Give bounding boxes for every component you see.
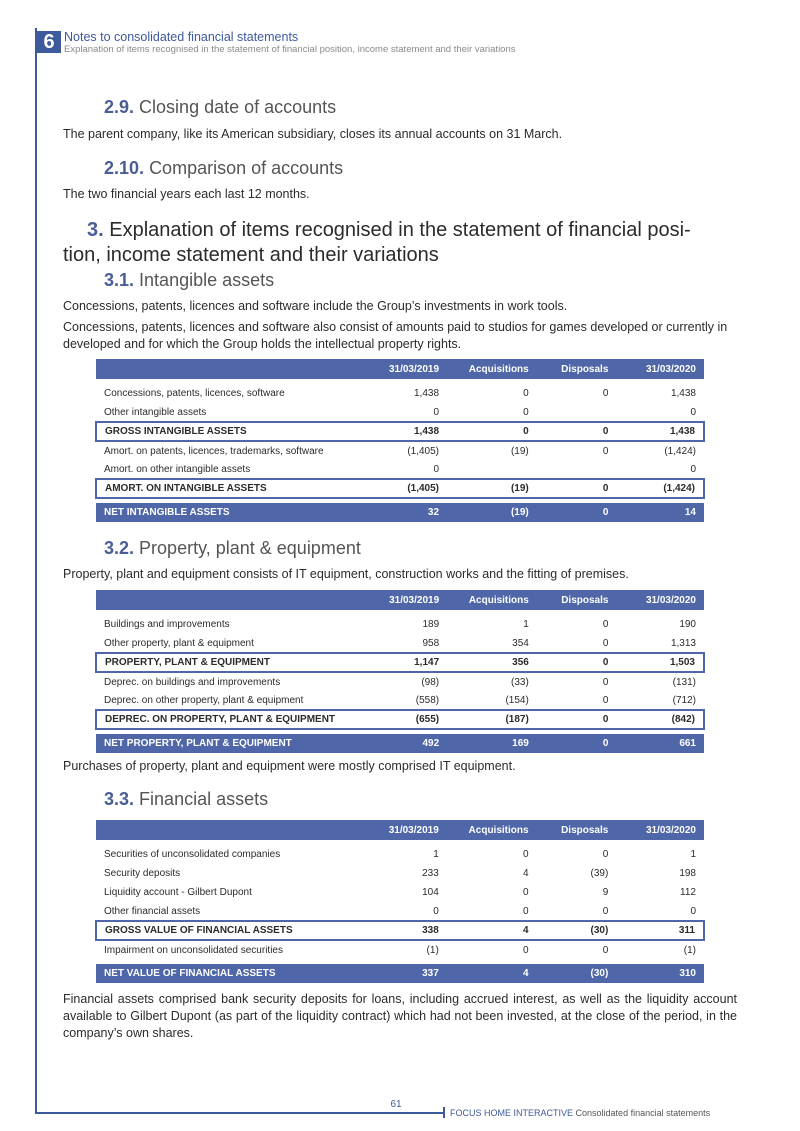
table-row: Amort. on patents, licences, trademarks, software (1,405) (19) 0 (1,424) bbox=[104, 445, 696, 457]
paragraph-closing-date: The parent company, like its American subsidiary, closes its annual accounts on 31 March. bbox=[63, 127, 563, 141]
chapter-number: 6 bbox=[37, 31, 61, 53]
header-title: Notes to consolidated financial statements bbox=[64, 30, 299, 44]
table-header-row: 31/03/2019 Acquisitions Disposals 31/03/2020 bbox=[96, 590, 704, 610]
paragraph-intangible-1: Concessions, patents, licences and software include the Group’s investments in work tools. bbox=[63, 299, 568, 313]
financial-assets-table bbox=[95, 820, 705, 983]
heading-2-10: 2.10. Comparison of accounts bbox=[104, 158, 344, 178]
intangible-assets-table bbox=[95, 359, 705, 522]
table-row: Securities of unconsolidated companies 1 0 0 1 bbox=[104, 849, 696, 860]
table-total-row: DEPREC. ON PROPERTY, PLANT & EQUIPMENT (655) (187) 0 (842) bbox=[96, 710, 704, 729]
footer-brand: FOCUS HOME INTERACTIVE bbox=[450, 1108, 574, 1118]
header-subtitle: Explanation of items recognised in the statement of financial position, income statement and their variations bbox=[64, 44, 516, 55]
table-row: Concessions, patents, licences, software 1,438 0 0 1,438 bbox=[104, 388, 696, 399]
table-row: Buildings and improvements 189 1 0 190 bbox=[104, 619, 696, 630]
table-row: Liquidity account - Gilbert Dupont 104 0 9 112 bbox=[104, 887, 696, 898]
paragraph-intangible-2: Concessions, patents, licences and software also consist of amounts paid to studios for games developed or currently in developed and for which the Group holds the intellectual property rights. bbox=[63, 320, 728, 351]
ppe-table bbox=[95, 590, 705, 753]
footer-rule-tick bbox=[443, 1107, 445, 1118]
heading-3-1: 3.1. Intangible assets bbox=[104, 270, 275, 290]
paragraph-ppe-2: Purchases of property, plant and equipment were mostly comprised IT equipment. bbox=[63, 759, 516, 773]
footer-text bbox=[450, 1108, 710, 1118]
footer-doc-title: Consolidated financial statements bbox=[575, 1108, 711, 1118]
heading-3-2: 3.2. Property, plant & equipment bbox=[104, 538, 361, 558]
paragraph-ppe-1: Property, plant and equipment consists of IT equipment, construction works and the fitting of premises. bbox=[63, 567, 629, 581]
table-total-row: AMORT. ON INTANGIBLE ASSETS (1,405) (19) 0 (1,424) bbox=[96, 479, 704, 498]
table-row: Other intangible assets 0 0 0 bbox=[104, 406, 696, 418]
table-row: Deprec. on buildings and improvements (98) (33) 0 (131) bbox=[104, 676, 696, 688]
table-row: Other property, plant & equipment 958 354 0 1,313 bbox=[104, 637, 696, 649]
table-row: Amort. on other intangible assets 0 0 bbox=[104, 463, 696, 475]
table-total-row: GROSS INTANGIBLE ASSETS 1,438 0 0 1,438 bbox=[96, 422, 704, 441]
footer-rule bbox=[35, 1112, 445, 1114]
table-net-row: NET PROPERTY, PLANT & EQUIPMENT 492 169 0 661 bbox=[96, 734, 704, 753]
left-margin-rule bbox=[35, 28, 37, 1114]
page-number: 61 bbox=[390, 1099, 402, 1110]
table-net-row: NET VALUE OF FINANCIAL ASSETS 337 4 (30) 310 bbox=[96, 964, 704, 983]
paragraph-comparison: The two financial years each last 12 months. bbox=[63, 187, 310, 201]
table-total-row: PROPERTY, PLANT & EQUIPMENT 1,147 356 0 1,503 bbox=[96, 653, 704, 672]
table-row: Other financial assets 0 0 0 0 bbox=[104, 905, 696, 917]
table-row: Impairment on unconsolidated securities (1) 0 0 (1) bbox=[104, 944, 696, 956]
heading-3-3: 3.3. Financial assets bbox=[104, 789, 269, 809]
heading-3: 3. Explanation of items recognised in the statement of financial posi- tion, income statement and their variations bbox=[63, 219, 691, 266]
table-total-row: GROSS VALUE OF FINANCIAL ASSETS 338 4 (30) 311 bbox=[96, 921, 704, 940]
table-row: Security deposits 233 4 (39) 198 bbox=[104, 868, 696, 879]
table-net-row: NET INTANGIBLE ASSETS 32 (19) 0 14 bbox=[96, 503, 704, 522]
table-header-row: 31/03/2019 Acquisitions Disposals 31/03/2020 bbox=[96, 820, 704, 840]
paragraph-financial-assets: Financial assets comprised bank security deposits for loans, including accrued interest, as well as the liquidity account available to Gilbert Dupont (as part of the liquidity contract) which had not been invested, at the close of the period, in the company’s own shares. bbox=[63, 992, 737, 1040]
table-row: Deprec. on other property, plant & equipment (558) (154) 0 (712) bbox=[104, 694, 696, 706]
heading-2-9: 2.9. Closing date of accounts bbox=[104, 97, 337, 117]
table-header-row: 31/03/2019 Acquisitions Disposals 31/03/2020 bbox=[96, 359, 704, 379]
